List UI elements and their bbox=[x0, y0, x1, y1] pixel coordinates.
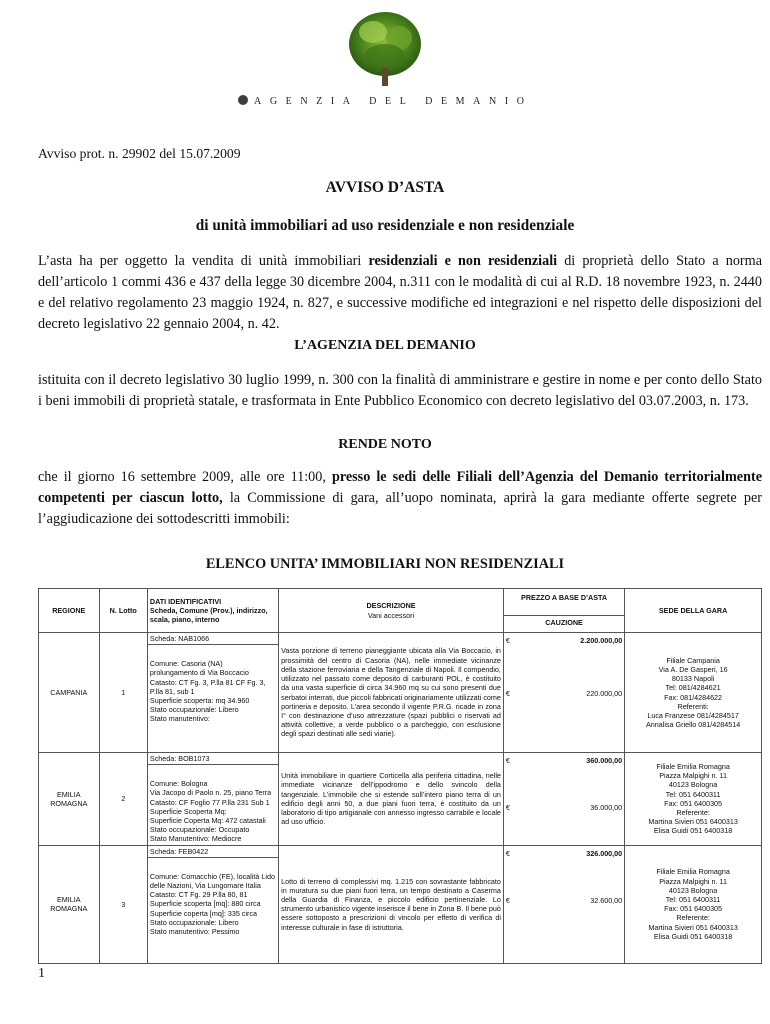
sede-line: Piazza Malpighi n. 11 bbox=[659, 771, 727, 781]
dati-line: Stato manutentivo: bbox=[149, 714, 210, 724]
cell-descrizione: Vasta porzione di terreno pianeggiante ubicata alla Via Boccacio, in prossimità del centro di Casoria (NA), nelle immediate vicinanze della stazione ferroviaria e della Tangenziale di Napoli. Il compendio, utilizzato nel passato come deposito di carburanti POL, è costituito da una vasta superficie di circa 34.960 mq su cui sono presenti due serbatoi interrati, due piccoli fabbricati originariamente utilizzati come portineria e deposito. L’area secondo il vigente P.R.G. ricade in zona I° con destinazione d’uso attrezzature (spazi pubblici o riservati ad attività collettive, a verde pubblico o a parcheggio, con esclusione degli spazi destinati alle sedi viarie). bbox=[279, 633, 504, 753]
dati-line: Catasto: CF Foglio 77 P.lla 231 Sub 1 bbox=[149, 797, 270, 807]
lots-table bbox=[38, 588, 762, 964]
list-heading: ELENCO UNITA’ IMMOBILIARI NON RESIDENZIALI bbox=[205, 556, 565, 572]
table-row bbox=[39, 633, 762, 753]
document-subtitle: di unità immobiliari ad uso residenziale e non residenziale bbox=[195, 217, 575, 234]
sede-line: Fax: 051 6400305 bbox=[664, 798, 723, 808]
sede-line: Tel: 051 6400311 bbox=[665, 894, 721, 904]
cell-prezzo bbox=[503, 753, 624, 846]
header-dati: DATI IDENTIFICATIVI Scheda, Comune (Prov.), indirizzo, scala, piano, interno bbox=[147, 589, 278, 633]
sede-line: Annalisa Griello 081/4284514 bbox=[645, 720, 741, 730]
sede-line: 40123 Bologna bbox=[668, 885, 718, 895]
sede-line: Elisa Guidi 051 6400318 bbox=[653, 931, 733, 941]
agency-name-header: AGENZIA DEL DEMANIO bbox=[238, 95, 533, 107]
cell-descrizione: Unità immobiliare in quartiere Corticella alla periferia cittadina, nelle immediate vicinanze dell’ippodromo e dello svincolo della tangenziale. L’immobile che si estende sull’intero piano terra di un edificio degli anni 50, a due piani fuori terra, è costituito da un laboratorio di tipo artigianale con annesso ingresso carrabile e locale ad uso ufficio. bbox=[279, 753, 504, 846]
dati-line: Comune: Casoria (NA) bbox=[149, 659, 223, 669]
header-sede: SEDE DELLA GARA bbox=[625, 589, 762, 633]
protocol-line: Avviso prot. n. 29902 del 15.07.2009 bbox=[38, 146, 241, 161]
cell-lotto: 1 bbox=[99, 633, 147, 753]
table-row bbox=[39, 753, 762, 846]
agency-heading: L’AGENZIA DEL DEMANIO bbox=[294, 338, 476, 353]
sede-line: Luca Franzese 081/4284517 bbox=[647, 710, 739, 720]
dati-line: Stato occupazionale: Occupato bbox=[149, 825, 250, 835]
currency-symbol: € bbox=[505, 848, 510, 858]
dati-line: prolungamento di Via Boccacio bbox=[149, 668, 249, 678]
currency-symbol: € bbox=[505, 895, 510, 905]
cell-lotto: 3 bbox=[99, 845, 147, 963]
dati-line: Stato occupazionale: Libero bbox=[149, 917, 239, 927]
dati-line: Superficie Scoperta Mq: bbox=[149, 806, 227, 816]
cell-prezzo bbox=[503, 845, 624, 963]
cell-regione: EMILIA ROMAGNA bbox=[39, 753, 100, 846]
currency-symbol: € bbox=[505, 803, 510, 813]
dati-line: Comune: Bologna bbox=[149, 779, 208, 789]
cell-dati bbox=[147, 845, 278, 963]
currency-symbol: € bbox=[505, 689, 510, 699]
sede-line: Referente: bbox=[676, 913, 710, 923]
agency-paragraph: istituita con il decreto legislativo 30 luglio 1999, n. 300 con la finalità di amministrare e gestire in nome e per conto dello Stato i beni immobili di proprietà statale, e trasformata in Ente Pubblico Economico con decreto legislativo del 03.07.2003, n. 173. bbox=[38, 372, 762, 409]
dati-line: Stato occupazionale: Libero bbox=[149, 705, 239, 715]
dati-line: Catasto: CT Fg. 29 P.lla 80, 81 bbox=[149, 890, 248, 900]
sede-line: Martina Sivieri 051 6400313 bbox=[648, 922, 738, 932]
sede-line: Filiale Emilia Romagna bbox=[656, 867, 730, 877]
agency-logo-tree bbox=[345, 8, 425, 90]
sede-line: Fax: 051 6400305 bbox=[664, 904, 723, 914]
sede-line: Piazza Malpighi n. 11 bbox=[659, 876, 727, 886]
header-lotto: N. Lotto bbox=[99, 589, 147, 633]
cell-prezzo bbox=[503, 633, 624, 753]
dati-line: Catasto: CT Fg. 3, P.lla 81 CF Fg. 3, P.lla 81, sub 1 bbox=[149, 677, 266, 696]
sede-line: Elisa Guidi 051 6400318 bbox=[653, 826, 733, 836]
cell-lotto: 2 bbox=[99, 753, 147, 846]
sede-line: Filiale Campania bbox=[666, 655, 720, 665]
price-value: 360.000,00 bbox=[586, 756, 623, 765]
dati-line: Superficie coperta [mq]: 335 circa bbox=[149, 908, 257, 918]
dati-line: Via Jacopo di Paolo n. 25, piano Terra bbox=[149, 788, 272, 798]
deposit-value: 32.600,00 bbox=[590, 895, 623, 905]
sede-line: Via A. De Gasperi, 16 bbox=[658, 664, 728, 674]
dati-line: Superficie scoperta [mq]: 880 circa bbox=[149, 899, 261, 909]
seal-icon bbox=[238, 95, 248, 105]
rende-noto-heading: RENDE NOTO bbox=[338, 437, 432, 452]
header-prezzo: PREZZO A BASE D’ASTA CAUZIONE bbox=[503, 589, 624, 633]
cell-sede bbox=[625, 633, 762, 753]
sede-line: Tel: 081/4284621 bbox=[665, 683, 721, 693]
rende-noto-paragraph: che il giorno 16 settembre 2009, alle ore 11:00, presso le sedi delle Filiali dell’Agenzia del Demanio territorialmente competenti per ciascun lotto, la Commissione di gara, all’uopo nominata, aprirà la gara mediante offerte segrete per l’aggiudicazione dei sottodescritti immobili: bbox=[38, 469, 762, 527]
currency-symbol: € bbox=[505, 636, 510, 645]
header-descrizione: DESCRIZIONE Vani accessori bbox=[279, 589, 504, 633]
cell-dati bbox=[147, 633, 278, 753]
page-number: 1 bbox=[38, 966, 45, 981]
cell-dati bbox=[147, 753, 278, 846]
dati-line: Comune: Comacchio (FE), località Lido delle Nazioni, Via Lungomare Italia bbox=[149, 871, 275, 891]
sede-line: Referente: bbox=[676, 808, 710, 818]
scheda-code: Scheda: NAB1066 bbox=[148, 633, 278, 645]
sede-line: Martina Sivieri 051 6400313 bbox=[648, 817, 738, 827]
deposit-value: 36.000,00 bbox=[590, 803, 623, 813]
cell-regione: EMILIA ROMAGNA bbox=[39, 845, 100, 963]
price-value: 326.000,00 bbox=[586, 848, 623, 858]
table-row bbox=[39, 845, 762, 963]
sede-line: Tel: 051 6400311 bbox=[665, 789, 721, 799]
sede-line: Filiale Emilia Romagna bbox=[656, 762, 730, 771]
scheda-code: Scheda: FEB0422 bbox=[148, 846, 278, 858]
dati-line: Superficie Coperta Mq: 472 catastali bbox=[149, 816, 266, 826]
cell-sede bbox=[625, 845, 762, 963]
sede-line: 80133 Napoli bbox=[671, 674, 715, 684]
sede-line: Referenti: bbox=[677, 701, 709, 711]
cell-sede bbox=[625, 753, 762, 846]
deposit-value: 220.000,00 bbox=[586, 689, 623, 699]
price-value: 2.200.000,00 bbox=[580, 636, 623, 645]
sede-line: Fax: 081/4284622 bbox=[664, 692, 723, 702]
table-header-row bbox=[39, 589, 762, 633]
intro-paragraph: L’asta ha per oggetto la vendita di unità immobiliari residenziali e non residenziali di proprietà dello Stato a norma dell’articolo 1 commi 436 e 437 della legge 30 dicembre 2004, n.311 con le modalità di cui al R.D. 18 novembre 1923, n. 2440 e del relativo regolamento 23 maggio 1924, n. 827, e successive modifiche ed integrazioni e nel rispetto delle disposizioni del decreto legislativo 22 gennaio 2004, n. 42. bbox=[38, 253, 762, 332]
dati-line: Stato manutentivo: Pessimo bbox=[149, 927, 240, 937]
cell-descrizione: Lotto di terreno di complessivi mq. 1.215 con sovrastante fabbricato in muratura su due piani fuori terra, un tempo destinato a Caserma della Guardia di Finanza, e piccolo edificio pertinenziale. Lo strumento urbanistico vigente inserisce il bene in Zona B. Il bene può essere sottoposto a prescrizioni di vincolo per effetto di verifica di interesse culturale in fase di istruttoria. bbox=[279, 845, 504, 963]
dati-line: Superficie scoperta: mq 34.960 bbox=[149, 696, 250, 706]
scheda-code: Scheda: BOB1073 bbox=[148, 753, 278, 765]
dati-line: Stato Manutentivo: Mediocre bbox=[149, 834, 242, 844]
header-regione: REGIONE bbox=[39, 589, 100, 633]
cell-regione: CAMPANIA bbox=[39, 633, 100, 753]
currency-symbol: € bbox=[505, 756, 510, 765]
sede-line: 40123 Bologna bbox=[668, 780, 718, 790]
document-title: AVVISO D’ASTA bbox=[325, 179, 445, 196]
